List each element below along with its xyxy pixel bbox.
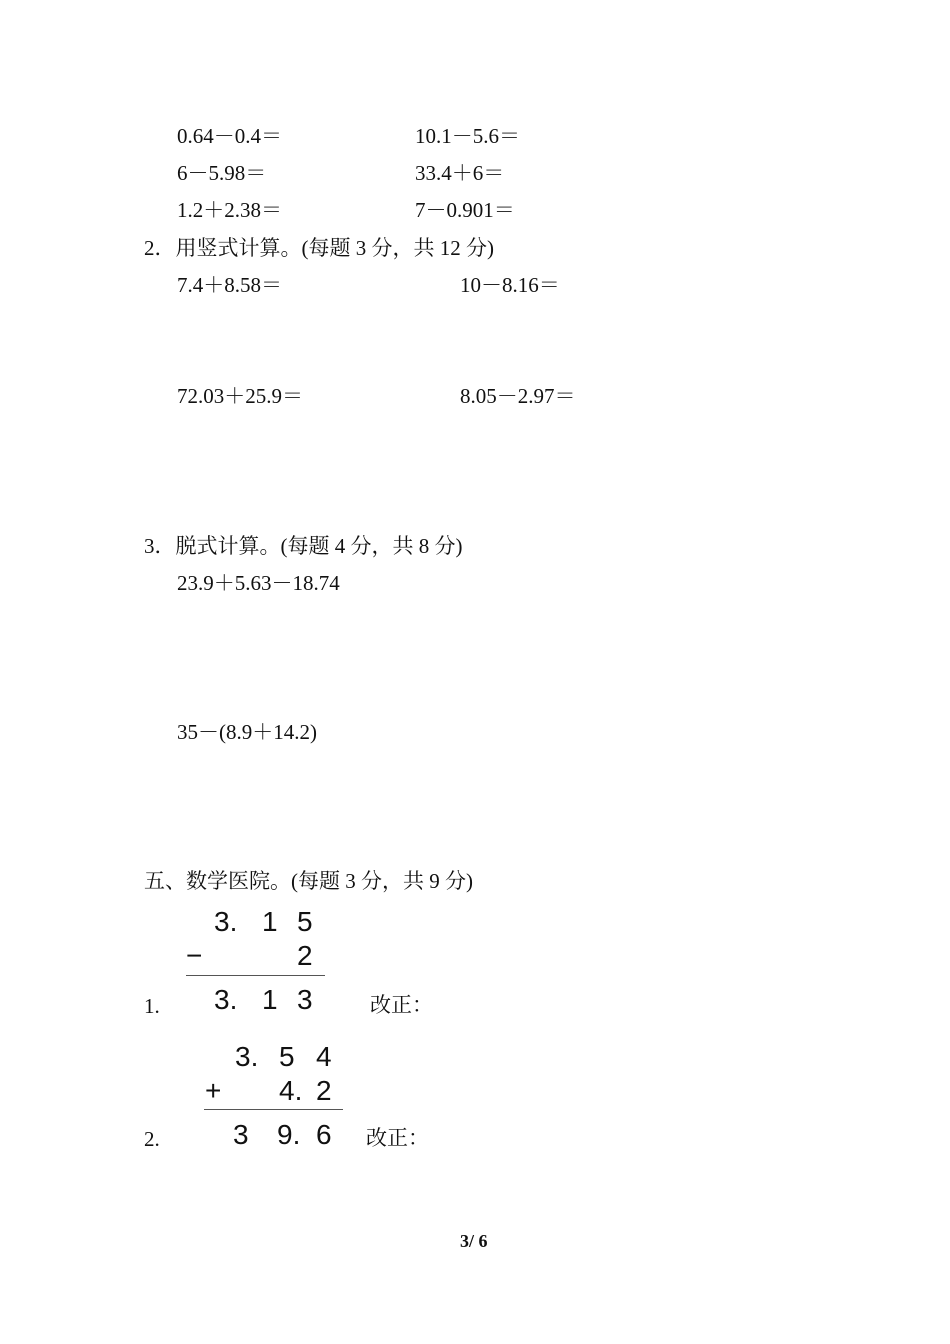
vertical-calc-problem: 7.4＋8.58＝ (177, 273, 282, 297)
problem-text: 7－0.901＝ (415, 198, 515, 222)
digit: 1 (262, 906, 278, 937)
vertical-calc-problem: 8.05－2.97＝ (460, 384, 576, 408)
item-label: 1. (144, 994, 160, 1018)
digit: 4. (279, 1075, 303, 1106)
problem-text: 6－5.98＝ (177, 161, 267, 185)
digit: 4 (316, 1041, 332, 1072)
section-5-title: 五、数学医院。(每题 3 分，共 9 分) (144, 869, 473, 893)
vertical-calc-problem: 10－8.16＝ (460, 273, 560, 297)
digit: 2 (297, 940, 313, 971)
digit: 3 (233, 1119, 249, 1150)
digit: 1 (262, 984, 278, 1015)
digit: 3 (297, 984, 313, 1015)
correction-label: 改正： (366, 1126, 429, 1150)
page-number: 3/ 6 (460, 1231, 488, 1251)
digit: 9. (277, 1119, 301, 1150)
vertical-calc-problem: 72.03＋25.9＝ (177, 384, 303, 408)
digit: 5 (297, 906, 313, 937)
problem-text: 1.2＋2.38＝ (177, 198, 282, 222)
digit: 3. (214, 906, 238, 937)
question-2-title: 2．用竖式计算。(每题 3 分，共 12 分) (144, 236, 494, 260)
digit: 3. (235, 1041, 259, 1072)
item-label: 2. (144, 1127, 160, 1151)
digit: 5 (279, 1041, 295, 1072)
step-calc-problem: 23.9＋5.63－18.74 (177, 571, 340, 595)
plus-sign: + (205, 1075, 222, 1106)
calc-line (186, 975, 325, 976)
calc-line (204, 1109, 343, 1110)
minus-sign: − (186, 940, 203, 971)
correction-label: 改正： (370, 993, 433, 1017)
digit: 6 (316, 1119, 332, 1150)
problem-text: 33.4＋6＝ (415, 161, 505, 185)
problem-text: 0.64－0.4＝ (177, 124, 282, 148)
problem-text: 10.1－5.6＝ (415, 124, 520, 148)
question-3-title: 3．脱式计算。(每题 4 分，共 8 分) (144, 534, 463, 558)
digit: 2 (316, 1075, 332, 1106)
digit: 3. (214, 984, 238, 1015)
step-calc-problem: 35－(8.9＋14.2) (177, 720, 317, 744)
